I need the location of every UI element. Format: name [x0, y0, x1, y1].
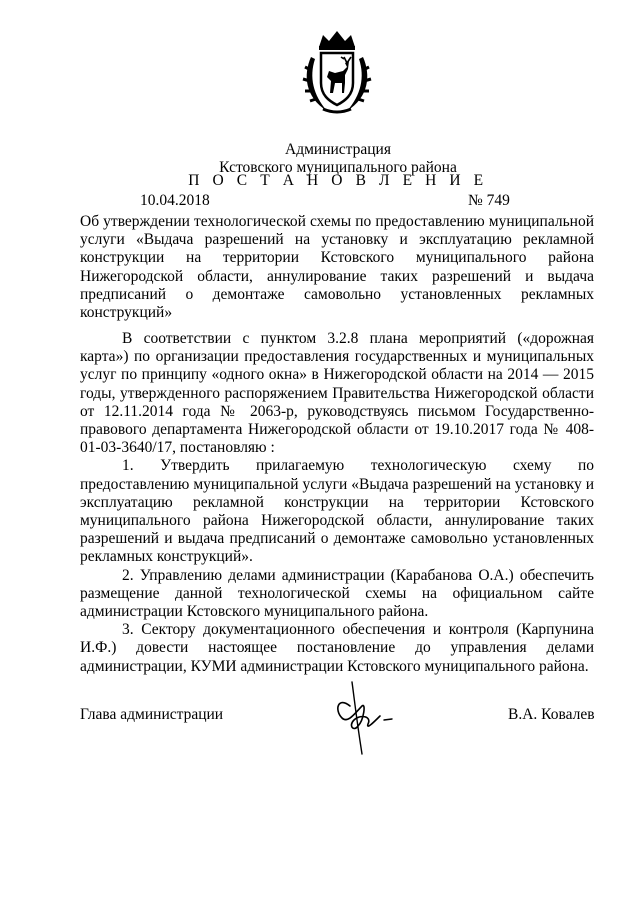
document-title: Об утверждении технологической схемы по предоставлению муниципальной услуги «Выдача разрешений на установку и эксплуатацию рекламной конструкции на территории Кстовского муниципального района Нижегородской области, аннулирование таких разрешений и выдача предписаний о демонтаже самовольно установленных рекламных конструкций»: [80, 213, 594, 322]
body-item-3: 3. Сектору документационного обеспечения и контроля (Карпунина И.Ф.) довести настоящее постановление до управления делами администрации, КУМИ администрации Кстовского муниципального района.: [80, 621, 594, 675]
document-number: № 749: [468, 192, 510, 209]
organization-name: Администрация: [285, 141, 391, 158]
handwritten-signature: [328, 676, 408, 756]
document-date: 10.04.2018: [140, 192, 210, 209]
district-name: Кстовского муниципального района: [219, 159, 457, 176]
body-item-1: 1. Утвердить прилагаемую технологическую схему по предоставлению муниципальной услуги «Выдача разрешений на установку и эксплуатацию рекламной конструкции на территории Кстовского муниципального района Нижегородской области, аннулирование таких разрешений и выдача предписаний о демонтаже самовольно установленных рекламных конструкций».: [80, 457, 594, 566]
body-preamble: В соответствии с пунктом 3.2.8 плана мероприятий («дорожная карта») по организации предоставления государственных и муниципальных услуг по принципу «одного окна» в Нижегородской области на 2014 — 2015 годы, утвержденного распоряжением Правительства Нижегородской области от 12.11.2014 года № 2063-р, руководствуясь письмом Государственно-правового департамента Нижегородской области от 19.10.2017 года № 408-01-03-3640/17, постановляю :: [80, 330, 594, 457]
coat-of-arms-icon: [297, 27, 377, 115]
signatory-position: Глава администрации: [80, 706, 224, 723]
document-body: [80, 330, 594, 676]
signatory-name: В.А. Ковалев: [508, 706, 595, 723]
body-item-2: 2. Управлению делами администрации (Карабанова О.А.) обеспечить размещение данной технологической схемы на официальном сайте администрации Кстовского муниципального района.: [80, 566, 594, 621]
document-type: П О С Т А Н О В Л Е Н И Е: [188, 172, 488, 189]
